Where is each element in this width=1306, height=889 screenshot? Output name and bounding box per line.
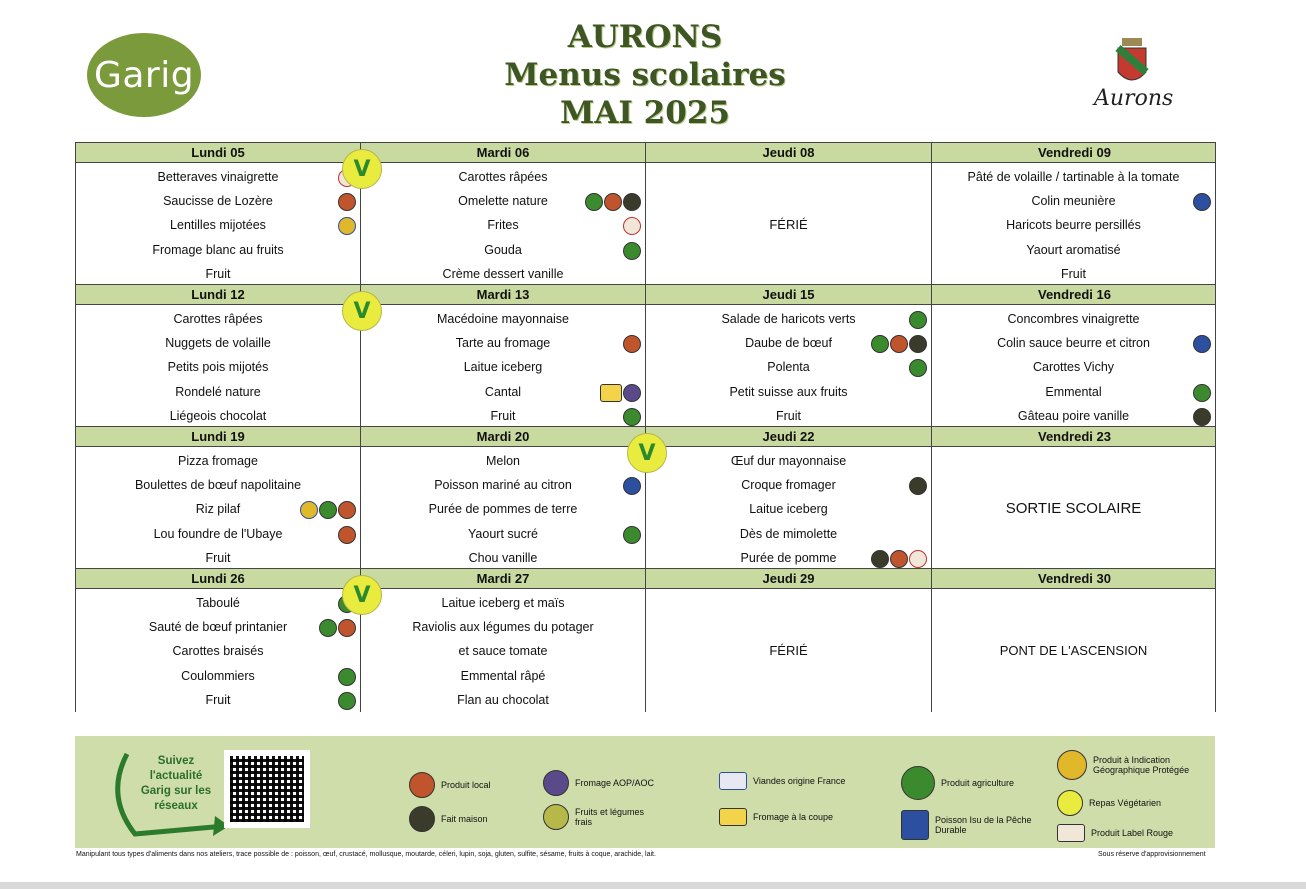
vegetarian-icon: V bbox=[627, 433, 667, 473]
local-icon bbox=[890, 335, 908, 353]
bio-icon bbox=[338, 692, 356, 710]
dish: Croque fromager bbox=[646, 473, 931, 497]
week-body bbox=[75, 298, 1216, 426]
day-header: Lundi 19 bbox=[76, 427, 361, 446]
bio-icon bbox=[338, 668, 356, 686]
supply-note: Sous réserve d'approvisionnement bbox=[1098, 851, 1206, 858]
dish: Boulettes de bœuf napolitaine bbox=[134, 478, 302, 493]
dish: Purée de pomme bbox=[646, 546, 931, 570]
local-icon bbox=[338, 501, 356, 519]
day-header: Jeudi 08 bbox=[646, 143, 932, 162]
dish: Chou vanille bbox=[468, 550, 538, 565]
local-icon bbox=[338, 526, 356, 544]
dish: Yaourt aromatisé bbox=[1026, 242, 1121, 257]
day-column bbox=[931, 163, 1216, 286]
dish: Frites bbox=[361, 213, 645, 237]
dish: Œuf dur mayonnaise bbox=[730, 454, 847, 468]
local-icon bbox=[338, 619, 356, 637]
vegetarian-icon: V bbox=[342, 149, 382, 189]
bio-icon bbox=[1193, 384, 1211, 402]
peche-durable-icon bbox=[623, 477, 641, 495]
bio-icon bbox=[871, 335, 889, 353]
dish: Cantal bbox=[361, 380, 645, 404]
day-column bbox=[931, 589, 1216, 712]
dish: Fruit bbox=[205, 550, 231, 565]
day-header: Vendredi 23 bbox=[1038, 429, 1111, 444]
bio-icon bbox=[623, 526, 641, 544]
town-logo-text: Aurons bbox=[1094, 86, 1174, 111]
dish: Dès de mimolette bbox=[739, 526, 838, 541]
day-header: Jeudi 22 bbox=[646, 427, 932, 446]
day-header: Mardi 27 bbox=[361, 569, 646, 588]
legend-aop: Fromage AOP/AOC bbox=[543, 770, 654, 796]
legend-fait-maison: Fait maison bbox=[409, 806, 488, 832]
day-column bbox=[75, 163, 360, 286]
dish: Salade de haricots verts bbox=[646, 307, 931, 331]
day-header: Vendredi 30 bbox=[1038, 571, 1111, 586]
week-body bbox=[75, 440, 1216, 568]
legend-local: Produit local bbox=[409, 772, 491, 798]
bottom-strip bbox=[0, 882, 1306, 889]
dish: Riz pilaf bbox=[76, 497, 360, 521]
peche-durable-icon bbox=[901, 810, 929, 840]
legend-igp: Produit à Indication Géographique Protégée bbox=[1057, 750, 1217, 780]
bio-icon bbox=[901, 766, 935, 800]
igp-icon bbox=[1057, 750, 1087, 780]
fait-maison-icon bbox=[909, 477, 927, 495]
day-header: Lundi 05 bbox=[76, 143, 361, 162]
bio-icon bbox=[623, 408, 641, 426]
local-icon bbox=[409, 772, 435, 798]
day-column bbox=[360, 447, 645, 570]
dish: Purée de pommes de terre bbox=[428, 502, 578, 517]
legend-vegetarien: Repas Végétarien bbox=[1057, 790, 1161, 816]
dish: Lentilles mijotées bbox=[76, 213, 360, 237]
dish: Daube de bœuf bbox=[646, 331, 931, 355]
local-icon bbox=[604, 193, 622, 211]
dish: Nuggets de volaille bbox=[165, 336, 271, 351]
cheese-cut-icon bbox=[600, 384, 622, 402]
dish: Raviolis aux légumes du potager bbox=[412, 620, 594, 635]
day-header: Mardi 06 bbox=[361, 143, 646, 162]
dish: Gouda bbox=[361, 238, 645, 262]
igp-icon bbox=[300, 501, 318, 519]
day-column bbox=[645, 589, 931, 712]
day-column bbox=[645, 163, 931, 286]
day-header: Vendredi 16 bbox=[1038, 287, 1111, 302]
dish: Laitue iceberg bbox=[749, 502, 828, 517]
dish: Fruit bbox=[1061, 266, 1086, 281]
legend-peche: Poisson Isu de la Pêche Durable bbox=[901, 810, 1041, 840]
qr-code[interactable] bbox=[224, 750, 310, 828]
week-header bbox=[75, 568, 1216, 589]
dish: Concombres vinaigrette bbox=[1007, 312, 1140, 326]
legend-frais: Fruits et légumes frais bbox=[543, 804, 663, 830]
legend-footer bbox=[75, 736, 1215, 848]
day-column bbox=[353, 582, 645, 712]
dish: Pâté de volaille / tartinable à la tomate bbox=[967, 170, 1180, 184]
vegetarian-icon: V bbox=[342, 575, 382, 615]
local-icon bbox=[338, 193, 356, 211]
bio-icon bbox=[319, 619, 337, 637]
fresh-produce-icon bbox=[543, 804, 569, 830]
holiday-text: FÉRIÉ bbox=[769, 216, 808, 232]
fait-maison-icon bbox=[623, 193, 641, 211]
week-header bbox=[75, 142, 1216, 163]
bio-icon bbox=[909, 359, 927, 377]
legend-bio: Produit agriculture bbox=[901, 766, 1014, 800]
day-column bbox=[353, 298, 645, 428]
dish: Gâteau poire vanille bbox=[932, 404, 1215, 428]
dish: Fruit bbox=[205, 266, 231, 281]
title-town: AURONS bbox=[567, 19, 723, 55]
dish: Haricots beurre persillés bbox=[1006, 218, 1141, 233]
day-column bbox=[75, 589, 360, 712]
day-column bbox=[645, 305, 931, 428]
dish: Carottes Vichy bbox=[1032, 360, 1115, 375]
day-header: Mardi 13 bbox=[361, 285, 646, 304]
dish: Carottes râpées bbox=[173, 312, 263, 326]
week-body bbox=[75, 582, 1216, 710]
school-outing-text: SORTIE SCOLAIRE bbox=[1005, 499, 1142, 517]
dish: Polenta bbox=[646, 355, 931, 379]
follow-text: Suivez l'actualité Garig sur les réseaux bbox=[140, 755, 212, 812]
france-meat-icon bbox=[719, 772, 747, 790]
day-column bbox=[75, 305, 360, 428]
cheese-cut-icon bbox=[719, 808, 747, 826]
dish: Rondelé nature bbox=[175, 384, 261, 399]
dish: Melon bbox=[485, 454, 521, 468]
bio-icon bbox=[585, 193, 603, 211]
dish: Macédoine mayonnaise bbox=[436, 312, 570, 326]
label-rouge-icon bbox=[1057, 824, 1085, 842]
dish: Colin meunière bbox=[932, 189, 1215, 213]
dish: Betteraves vinaigrette bbox=[76, 165, 360, 189]
fait-maison-icon bbox=[909, 335, 927, 353]
dish: Fromage blanc au fruits bbox=[152, 242, 284, 257]
garig-logo-text: Garig bbox=[93, 54, 195, 96]
dish: Pizza fromage bbox=[178, 454, 258, 468]
dish: Liégeois chocolat bbox=[169, 408, 267, 423]
title-menus: Menus scolaires bbox=[504, 57, 786, 93]
dish: Fruit bbox=[776, 408, 801, 423]
dish: Fruit bbox=[361, 404, 645, 428]
day-column bbox=[75, 447, 360, 570]
bio-icon bbox=[909, 311, 927, 329]
holiday-text: FÉRIÉ bbox=[769, 642, 808, 658]
day-header: Lundi 12 bbox=[76, 285, 361, 304]
title-month: MAI 2025 bbox=[560, 95, 730, 131]
menu-grid bbox=[75, 142, 1216, 710]
dish: Sauté de bœuf printanier bbox=[76, 615, 360, 639]
dish: Tarte au fromage bbox=[361, 331, 645, 355]
day-header: Lundi 26 bbox=[76, 569, 361, 588]
aop-icon bbox=[543, 770, 569, 796]
garig-logo bbox=[87, 33, 201, 117]
qr-code-icon bbox=[230, 756, 304, 822]
dish: Petits pois mijotés bbox=[167, 360, 269, 375]
peche-durable-icon bbox=[1193, 193, 1211, 211]
dish: Lou foundre de l'Ubaye bbox=[76, 522, 360, 546]
label-rouge-icon bbox=[909, 550, 927, 568]
dish: Poisson mariné au citron bbox=[361, 473, 645, 497]
igp-icon bbox=[338, 217, 356, 235]
peche-durable-icon bbox=[1193, 335, 1211, 353]
day-column bbox=[638, 440, 931, 570]
week-body bbox=[75, 156, 1216, 284]
dish: Emmental bbox=[932, 380, 1215, 404]
dish: Carottes râpées bbox=[458, 170, 548, 184]
local-icon bbox=[623, 335, 641, 353]
bridge-day-text: PONT DE L'ASCENSION bbox=[999, 642, 1148, 658]
dish: Fruit bbox=[76, 688, 360, 712]
dish: et sauce tomate bbox=[458, 644, 548, 659]
day-header: Jeudi 29 bbox=[646, 569, 932, 588]
day-column bbox=[931, 305, 1216, 428]
dish: Carottes braisés bbox=[172, 644, 264, 659]
fait-maison-icon bbox=[409, 806, 435, 832]
day-column bbox=[931, 447, 1216, 570]
day-column bbox=[353, 156, 645, 286]
dish: Coulommiers bbox=[76, 664, 360, 688]
town-crest-icon bbox=[1112, 36, 1152, 92]
day-header: Vendredi 09 bbox=[1038, 145, 1111, 160]
legend-coupe: Fromage à la coupe bbox=[719, 808, 833, 826]
dish: Omelette nature bbox=[361, 189, 645, 213]
label-rouge-icon bbox=[623, 217, 641, 235]
dish: Laitue iceberg et maïs bbox=[441, 596, 565, 610]
aop-icon bbox=[623, 384, 641, 402]
local-icon bbox=[890, 550, 908, 568]
legend-label-rouge: Produit Label Rouge bbox=[1057, 824, 1173, 842]
dish: Emmental râpé bbox=[460, 668, 546, 683]
vegetarian-icon: V bbox=[342, 291, 382, 331]
dish: Crème dessert vanille bbox=[442, 266, 564, 281]
dish: Laitue iceberg bbox=[463, 360, 543, 375]
legend-viande-france: Viandes origine France bbox=[719, 772, 845, 790]
week-header bbox=[75, 284, 1216, 305]
allergen-note: Manipulant tous types d'aliments dans nos ateliers, trace possible de : poisson, œuf, crustacé, mollusque, moutarde, céleri, lupin, soja, gluten, sulfite, sésame, fruits à coque, arachide, lait. bbox=[76, 851, 656, 858]
dish: Colin sauce beurre et citron bbox=[932, 331, 1215, 355]
dish: Saucisse de Lozère bbox=[76, 189, 360, 213]
day-header: Mardi 20 bbox=[361, 427, 646, 446]
fait-maison-icon bbox=[871, 550, 889, 568]
bio-icon bbox=[623, 242, 641, 260]
bio-icon bbox=[319, 501, 337, 519]
day-header: Jeudi 15 bbox=[646, 285, 932, 304]
vegetarian-icon bbox=[1057, 790, 1083, 816]
dish: Taboulé bbox=[76, 591, 360, 615]
page-title bbox=[380, 18, 910, 132]
dish: Flan au chocolat bbox=[457, 692, 549, 707]
dish: Petit suisse aux fruits bbox=[729, 384, 848, 399]
fait-maison-icon bbox=[1193, 408, 1211, 426]
dish: Yaourt sucré bbox=[361, 522, 645, 546]
